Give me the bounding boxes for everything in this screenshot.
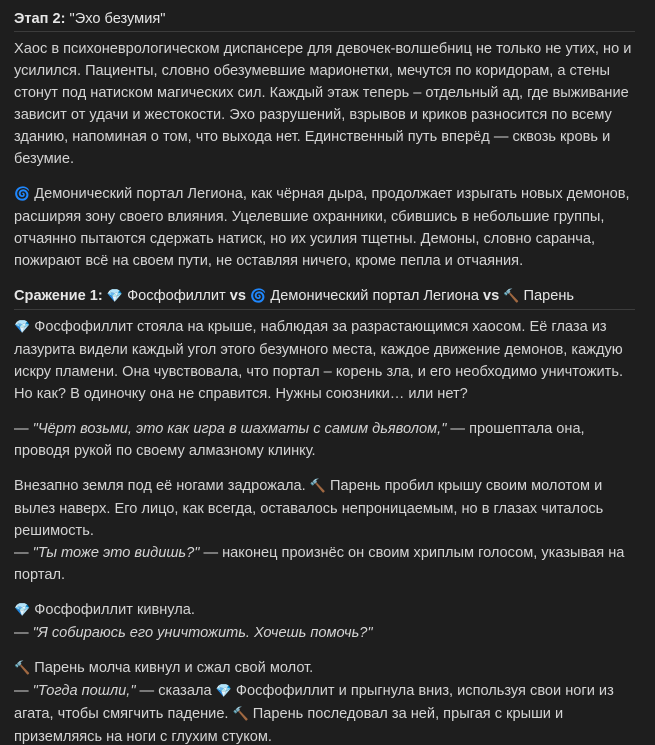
intro-paragraph: Хаос в психоневрологическом диспансере для девочек-волшебниц не только не утих, но и усилился. Пациенты, словно обезумевшие марионетки, мечутся по коридорам, а стены стонут под натиском магических сил. Каждый этаж теперь – отдельный ад, где выживание зависит от удачи и жестокости. Эхо разрушений, взрывов и криков разносится по всему зданию, напоминая о том, что выхода нет. Единственный путь вперёд — сквозь кровь и безумие.: [14, 41, 632, 167]
dialogue-2: [14, 542, 635, 586]
dialogue-1-rest: — прошептала она, проводя рукой по своему алмазному клинку.: [14, 421, 585, 459]
portal-icon: 🌀: [250, 289, 267, 304]
stage-label: Этап 2:: [14, 11, 66, 27]
quote: "Тогда пошли,": [32, 683, 136, 699]
story-paragraph-4: [14, 657, 635, 680]
battle-vs-1: vs: [225, 288, 251, 304]
hammer-icon: 🔨: [232, 707, 249, 722]
dash: —: [14, 625, 33, 641]
dialogue-1: [14, 418, 635, 462]
battle-vs-2: vs: [478, 288, 504, 304]
dialogue-4-rest-1: — сказала: [135, 683, 216, 699]
dialogue-4-rest-2: Фосфофиллит и прыгнула вниз, используя свои ноги из агата, чтобы смягчить падение.: [14, 683, 614, 722]
story-paragraph-2-start: Внезапно земля под её ногами задрожала.: [14, 478, 310, 494]
diamond-icon: 💎: [106, 289, 124, 304]
dialogue-3: [14, 622, 635, 644]
stage-title: "Эхо безумия": [65, 11, 166, 27]
portal-paragraph-text: Демонический портал Легиона, как чёрная дыра, продолжает изрыгать новых демонов, расширяя зону своего влияния. Уцелевшие охранники, сбившись в небольшие группы, отчаянно пытаются сдержать натиск, но их усилия тщетны. Демоны, словно саранча, пожирают всё на своем пути, не оставляя ничего, кроме пепла и отчаяния.: [14, 186, 630, 269]
story-paragraph-1-text: Фосфофиллит стояла на крыше, наблюдая за разрастающимся хаосом. Её глаза из лазурита видели каждый угол этого безумного места, каждое движение демонов, каждую искру пламени. Она чувствовала, что портал – корень зла, и его необходимо уничтожить. Но как? В одиночку она не справится. Нужны союзники… или нет?: [14, 319, 624, 402]
portal-paragraph: [14, 183, 635, 272]
story-paragraph-3-text: Фосфофиллит кивнула.: [30, 602, 195, 618]
quote: "Я собираюсь его уничтожить. Хочешь помочь?": [32, 625, 373, 641]
portal-icon: 🌀: [14, 187, 31, 202]
hammer-icon: 🔨: [309, 479, 326, 494]
diamond-icon: 💎: [14, 320, 31, 335]
story-paragraph-3: [14, 599, 635, 622]
dialogue-4: [14, 680, 635, 745]
diamond-icon: 💎: [215, 684, 232, 699]
story-paragraph-1: [14, 316, 635, 405]
dash: —: [14, 545, 33, 561]
dialogue-2-rest: — наконец произнёс он своим хриплым голосом, указывая на портал.: [14, 545, 625, 583]
hammer-icon: 🔨: [14, 661, 31, 676]
stage-heading: [14, 8, 635, 32]
quote: "Чёрт возьми, это как игра в шахматы с самим дьяволом,": [32, 421, 447, 437]
diamond-icon: 💎: [14, 603, 31, 618]
battle-participant-3: Парень: [519, 288, 575, 304]
quote: "Ты тоже это видишь?": [32, 545, 200, 561]
battle-heading: [14, 285, 635, 310]
hammer-icon: 🔨: [503, 289, 520, 304]
story-paragraph-2-rest: Парень пробил крышу своим молотом и вылез наверх. Его лицо, как всегда, оставалось непроницаемым, но в глазах читалось решимость.: [14, 478, 604, 539]
story-paragraph-2: [14, 475, 635, 542]
battle-participant-2: Демонический портал Легиона: [266, 288, 479, 304]
battle-label: Сражение 1:: [14, 288, 103, 304]
story-paragraph-4-text: Парень молча кивнул и сжал свой молот.: [30, 660, 314, 676]
dialogue-4-rest-3: Парень последовал за ней, прыгая с крыши и приземляясь на ноги с глухим стуком.: [14, 706, 564, 745]
dash: —: [14, 421, 33, 437]
dash: —: [14, 683, 33, 699]
battle-participant-1: Фосфофиллит: [123, 288, 226, 304]
